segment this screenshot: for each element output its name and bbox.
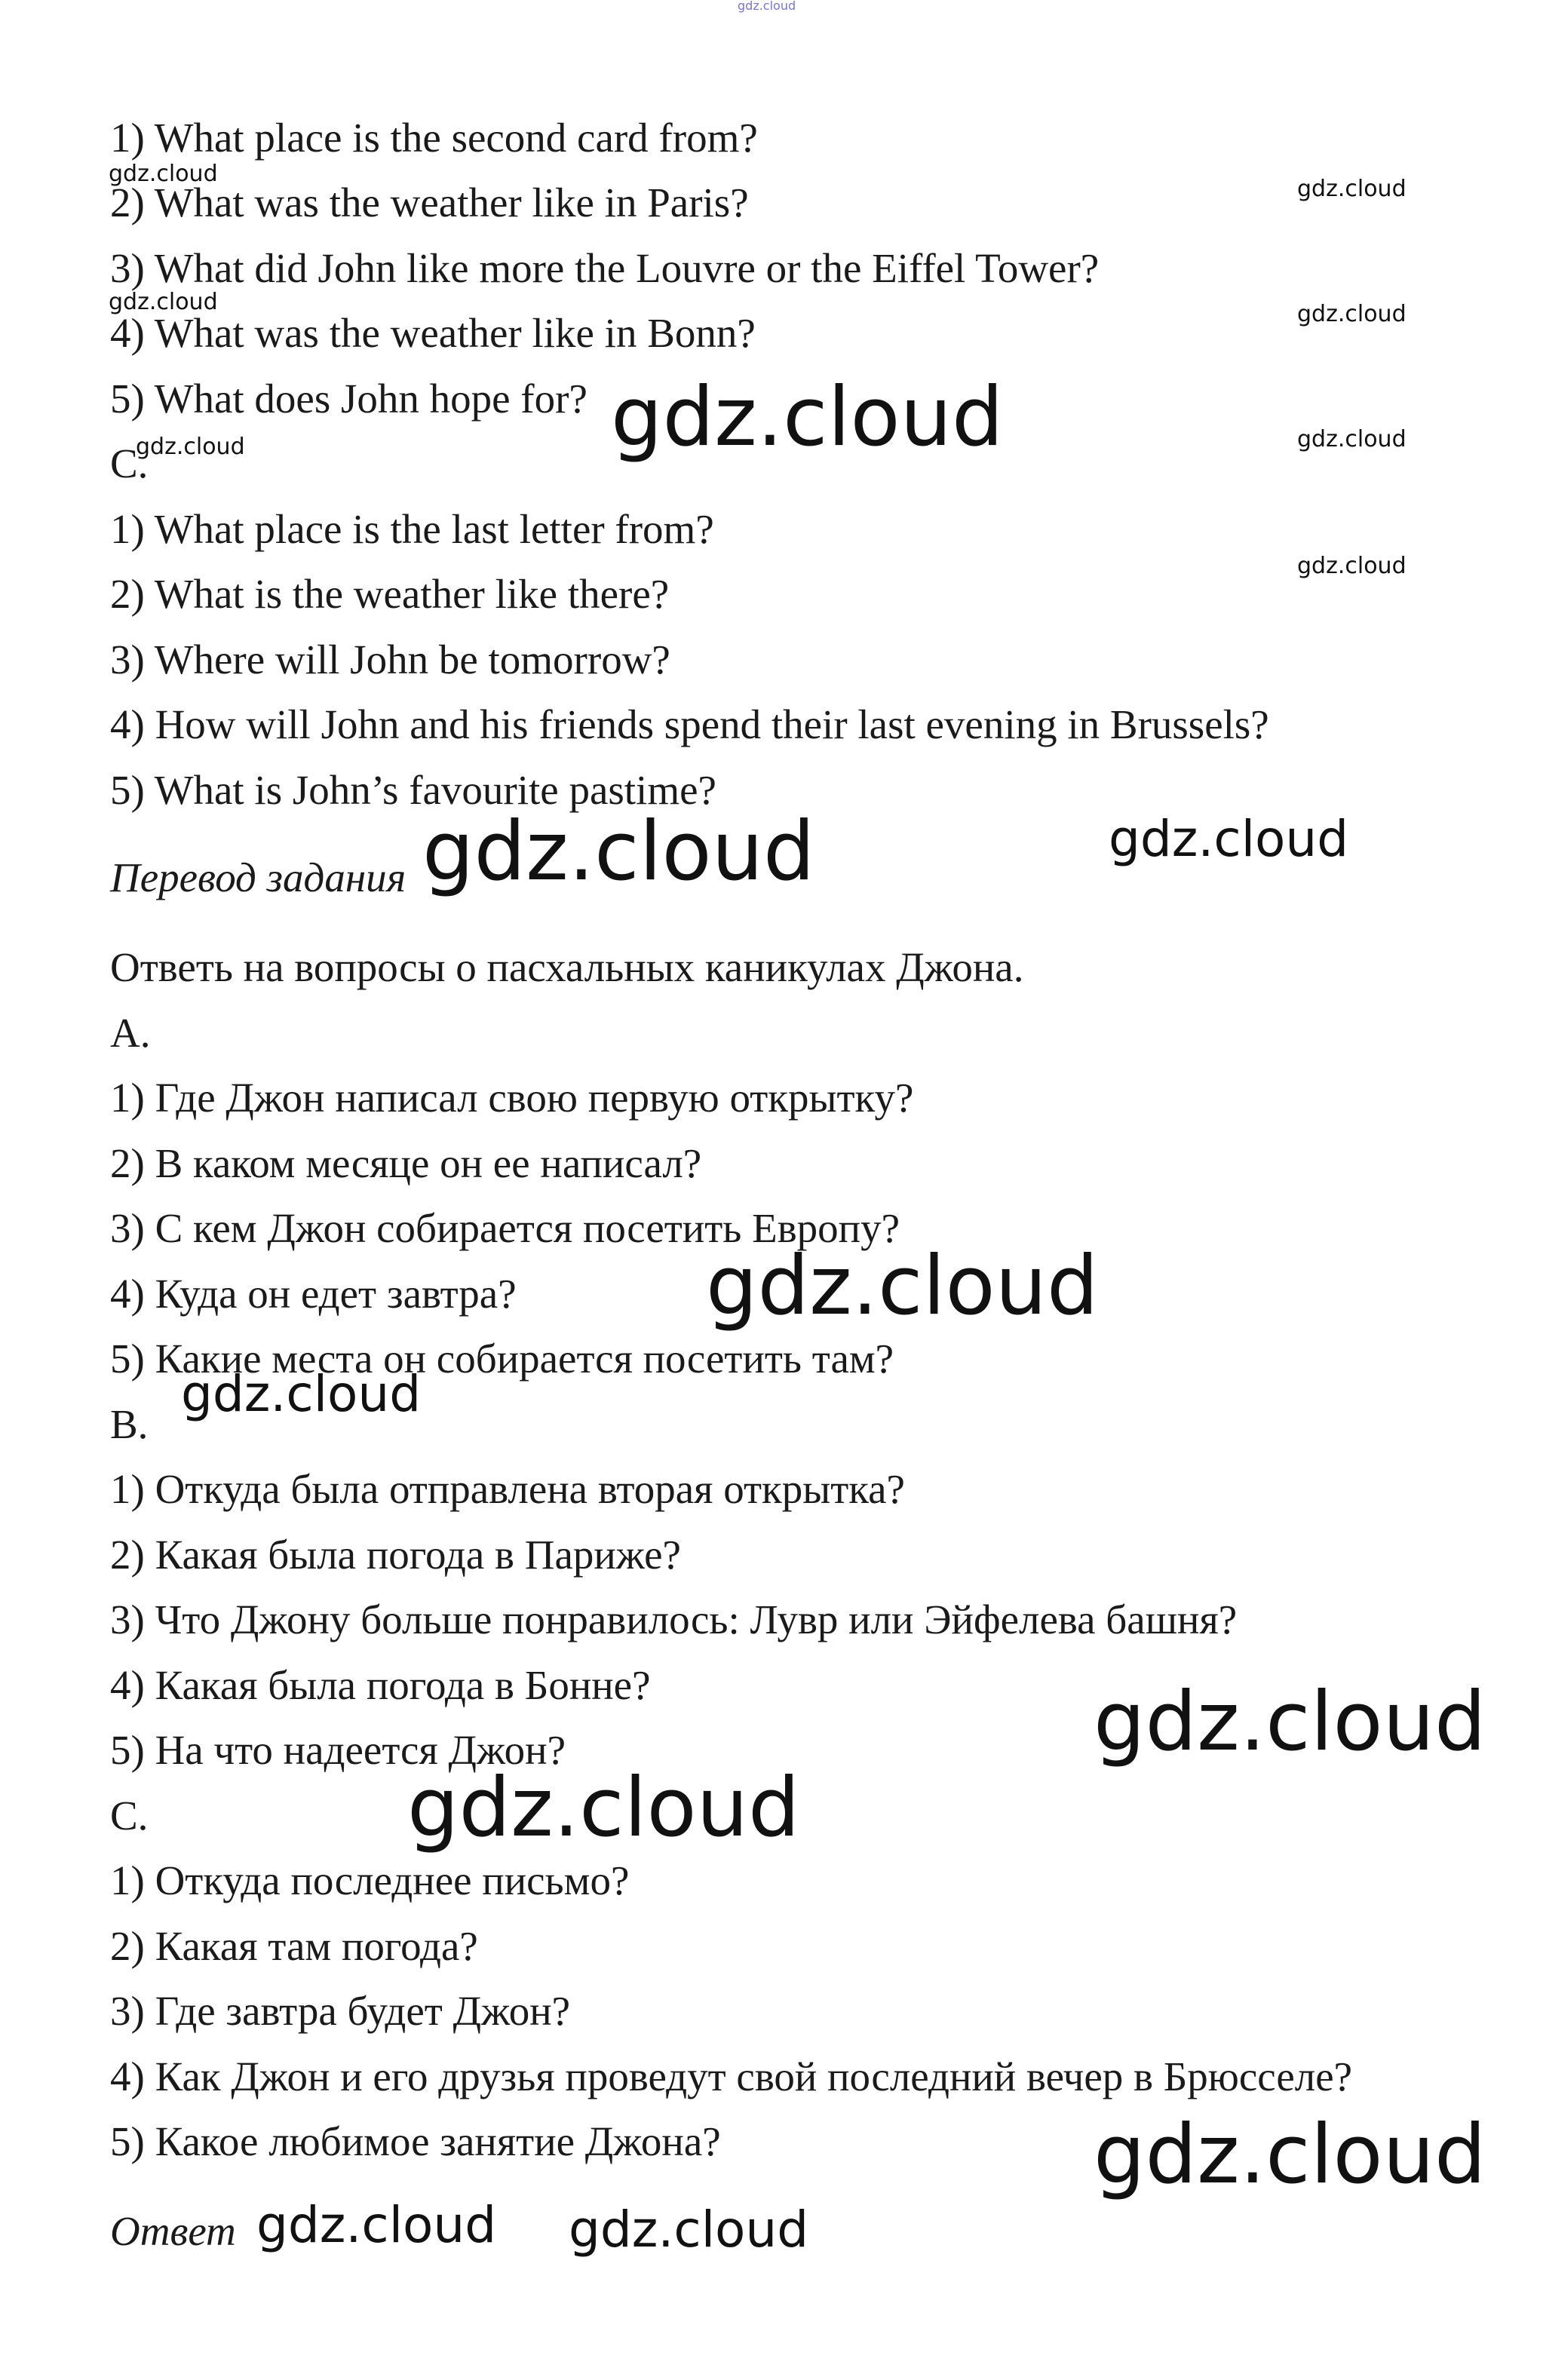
question-c5-en: 5) What is John’s favourite pastime? (110, 767, 716, 813)
watermark: gdz.cloud (422, 805, 815, 899)
question-b5-ru: 5) На что надеется Джон? (110, 1727, 566, 1773)
question-a4-ru: 4) Куда он едет завтра? (110, 1271, 517, 1317)
watermark: gdz.cloud (1297, 553, 1406, 579)
watermark: gdz.cloud (1094, 1675, 1486, 1769)
question-b3-ru: 3) Что Джону больше понравилось: Лувр или Эйфелева башня? (110, 1596, 1238, 1642)
question-c1-en: 1) What place is the last letter from? (110, 506, 714, 552)
question-b4-ru: 4) Какая была погода в Бонне? (110, 1662, 651, 1708)
watermark: gdz.cloud (256, 2196, 497, 2254)
question-a1-ru: 1) Где Джон написал свою первую открытку? (110, 1075, 914, 1121)
question-c2-en: 2) What is the weather like there? (110, 571, 670, 617)
answer-heading: Ответ (110, 2208, 236, 2254)
watermark: gdz.cloud (109, 289, 218, 315)
question-c4-en: 4) How will John and his friends spend their last evening in Brussels? (110, 701, 1269, 747)
question-b4-en: 4) What was the weather like in Bonn? (110, 310, 756, 356)
watermark: gdz.cloud (181, 1365, 422, 1423)
section-c-label-en: C. (110, 440, 149, 486)
watermark: gdz.cloud (136, 434, 245, 460)
watermark: gdz.cloud (611, 370, 1004, 465)
question-b2-en: 2) What was the weather like in Paris? (110, 179, 749, 225)
question-c1-ru: 1) Откуда последнее письмо? (110, 1857, 630, 1903)
section-b-label-ru: B. (110, 1401, 149, 1447)
question-c3-ru: 3) Где завтра будет Джон? (110, 1988, 571, 2034)
watermark: gdz.cloud (1109, 810, 1349, 868)
question-c2-ru: 2) Какая там погода? (110, 1923, 478, 1969)
translation-heading: Перевод задания (110, 854, 406, 900)
translation-intro: Ответь на вопросы о пасхальных каникулах Джона. (110, 944, 1024, 990)
question-a2-ru: 2) В каком месяце он ее написал? (110, 1140, 702, 1186)
question-b3-en: 3) What did John like more the Louvre or the Eiffel Tower? (110, 245, 1100, 291)
section-c-label-ru: C. (110, 1793, 149, 1839)
watermark: gdz.cloud (1297, 176, 1406, 202)
section-a-label-ru: A. (110, 1010, 151, 1056)
question-b1-en: 1) What place is the second card from? (110, 115, 758, 161)
top-watermark: gdz.cloud (738, 0, 796, 13)
question-b5-en: 5) What does John hope for? (110, 376, 587, 422)
question-a5-ru: 5) Какие места он собирается посетить там? (110, 1336, 894, 1382)
watermark: gdz.cloud (407, 1761, 800, 1855)
question-a3-ru: 3) С кем Джон собирается посетить Европу? (110, 1205, 900, 1251)
watermark: gdz.cloud (706, 1239, 1099, 1333)
question-b1-ru: 1) Откуда была отправлена вторая открытка? (110, 1466, 905, 1512)
watermark: gdz.cloud (1297, 301, 1406, 327)
question-c5-ru: 5) Какое любимое занятие Джона? (110, 2118, 721, 2164)
question-c4-ru: 4) Как Джон и его друзья проведут свой последний вечер в Брюсселе? (110, 2053, 1353, 2099)
watermark: gdz.cloud (1094, 2108, 1486, 2202)
question-c3-en: 3) Where will John be tomorrow? (110, 636, 670, 682)
question-b2-ru: 2) Какая была погода в Париже? (110, 1532, 681, 1578)
watermark: gdz.cloud (1297, 426, 1406, 452)
watermark: gdz.cloud (109, 161, 218, 187)
watermark: gdz.cloud (569, 2201, 809, 2259)
